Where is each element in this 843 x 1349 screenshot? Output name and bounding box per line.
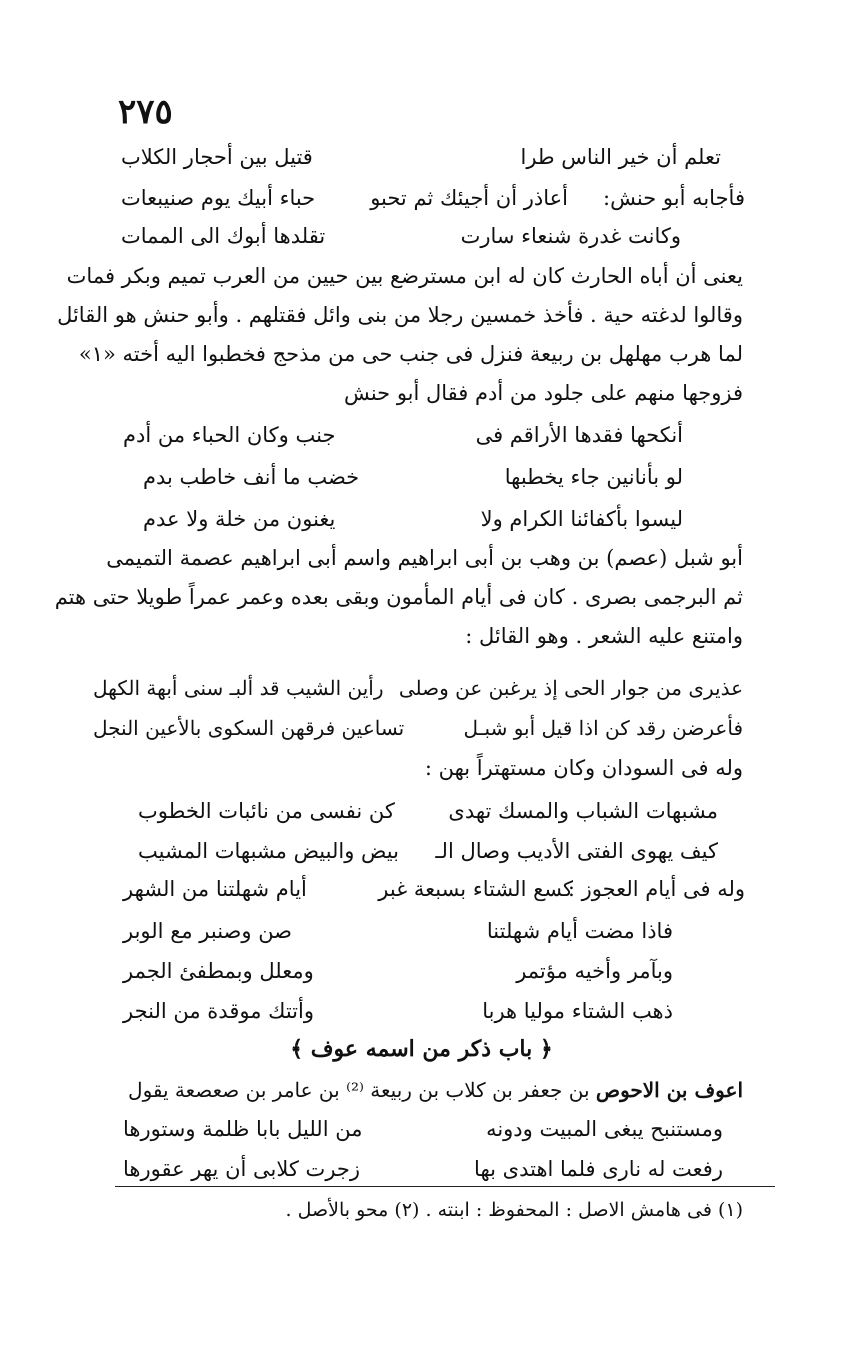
hemistich-first: وبآمر وأخيه مؤتمر [516,959,673,983]
hemistich-second: جنب وكان الحباء من أدم [123,423,336,447]
hemistich-first: ليسوا بأكفائنا الكرام ولا [480,507,683,531]
hemistich-first: كيف يهوى الفتى الأديب وصال الـ [435,839,718,863]
hemistich-second: ومعلل وبمطفئ الجمر [123,959,314,983]
prose-line: فزوجها منهم على جلود من أدم فقال أبو حنش [344,381,743,405]
hemistich-second: بيض والبيض مشبهات المشيب [138,839,399,863]
hemistich-first: ومستنبح يبغى المبيت ودونه [486,1117,723,1141]
hemistich-first: رفعت له نارى فلما اهتدى بها [474,1157,723,1181]
hemistich-first: ذهب الشتاء موليا هربا [482,999,673,1023]
prose-line: ثم البرجمى بصرى . كان فى أيام المأمون وبقى بعده وعمر عمراً طويلا حتى هتم [54,585,743,609]
page-number: ٢٧٥ [118,92,173,132]
hemistich-second: من الليل بابا ظلمة وستورها [123,1117,363,1141]
entry-name: اعوف بن الاحوص [595,1078,743,1102]
hemistich-first: فاذا مضت أيام شهلتنا [486,919,673,943]
entry-lineage: بن جعفر بن كلاب بن ربيعة ⁽²⁾ بن عامر بن صعصعة يقول [128,1078,590,1102]
prose-line: وله فى السودان وكان مستهتراً بهن : [424,756,743,780]
hemistich-first: لو بأنانين جاء يخطبها [504,465,683,489]
prose-line: يعنى أن أباه الحارث كان له ابن مسترضع بين حيين من العرب تميم وبكر فمات [66,264,743,288]
hemistich-first: تعلم أن خير الناس طرا [520,145,721,169]
hemistich-second: وأتتك موقدة من النجر [123,999,314,1023]
prose-line: لما هرب مهلهل بن ربيعة فنزل فى جنب حى من مذحج فخطبوا اليه أخته «١» [78,342,743,366]
hemistich-second: قتيل بين أحجار الكلاب [121,145,313,169]
prose-line: وقالوا لدغته حية . فأخذ خمسين رجلا من بنى وائل فقتلهم . وأبو حنش هو القائل [57,303,743,327]
prose-line: أبو شبل (عصم) بن وهب بن أبى ابراهيم واسم أبى ابراهيم عصمة التميمى [106,546,743,570]
section-heading: ﴿ باب ذكر من اسمه عوف ﴾ [290,1036,553,1062]
hemistich-first: عذيرى من جوار الحى إذ يرغبن عن وصلى [398,676,743,700]
section-lead: وله فى أيام العجوز : [567,877,745,901]
hemistich-second: يغنون من خلة ولا عدم [143,507,336,531]
hemistich-second: تساعين فرقهن السكوى بالأعين النجل [93,716,405,740]
hemistich-first: فأعرضن رقد كن اذا قيل أبو شبـل [463,716,743,740]
prose-line: وامتنع عليه الشعر . وهو القائل : [465,624,743,648]
hemistich-second: أيام شهلتنا من الشهر [123,877,307,901]
hemistich-second: تقلدها أبوك الى الممات [121,224,326,248]
footnote-divider [115,1186,775,1187]
hemistich-second: صن وصنبر مع الوبر [123,919,293,943]
hemistich-second: خضب ما أنف خاطب بدم [143,465,360,489]
hemistich-first: أعاذر أن أجيئك ثم تحبو [370,186,568,210]
footnotes: (١) فى هامش الاصل : المحفوظ : ابنته . (٢) محو بالأصل . [285,1199,743,1221]
hemistich-second: زجرت كلابى أن يهر عقورها [123,1157,361,1181]
hemistich-first: وكانت غدرة شنعاء سارت [460,224,681,248]
entry-line [93,1075,743,1105]
hemistich-second: كن نفسى من نائبات الخطوب [138,799,395,823]
reply-lead: فأجابه أبو حنش: [603,186,745,210]
hemistich-first: مشبهات الشباب والمسك تهدى [448,799,718,823]
hemistich-second: رأين الشيب قد ألبـ سنى أبهة الكهل [93,676,384,700]
hemistich-first: كسع الشتاء بسبعة غبر [378,877,573,901]
hemistich-first: أنكحها فقدها الأراقم فى [475,423,683,447]
hemistich-second: حباء أبيك يوم صنيبعات [121,186,316,210]
